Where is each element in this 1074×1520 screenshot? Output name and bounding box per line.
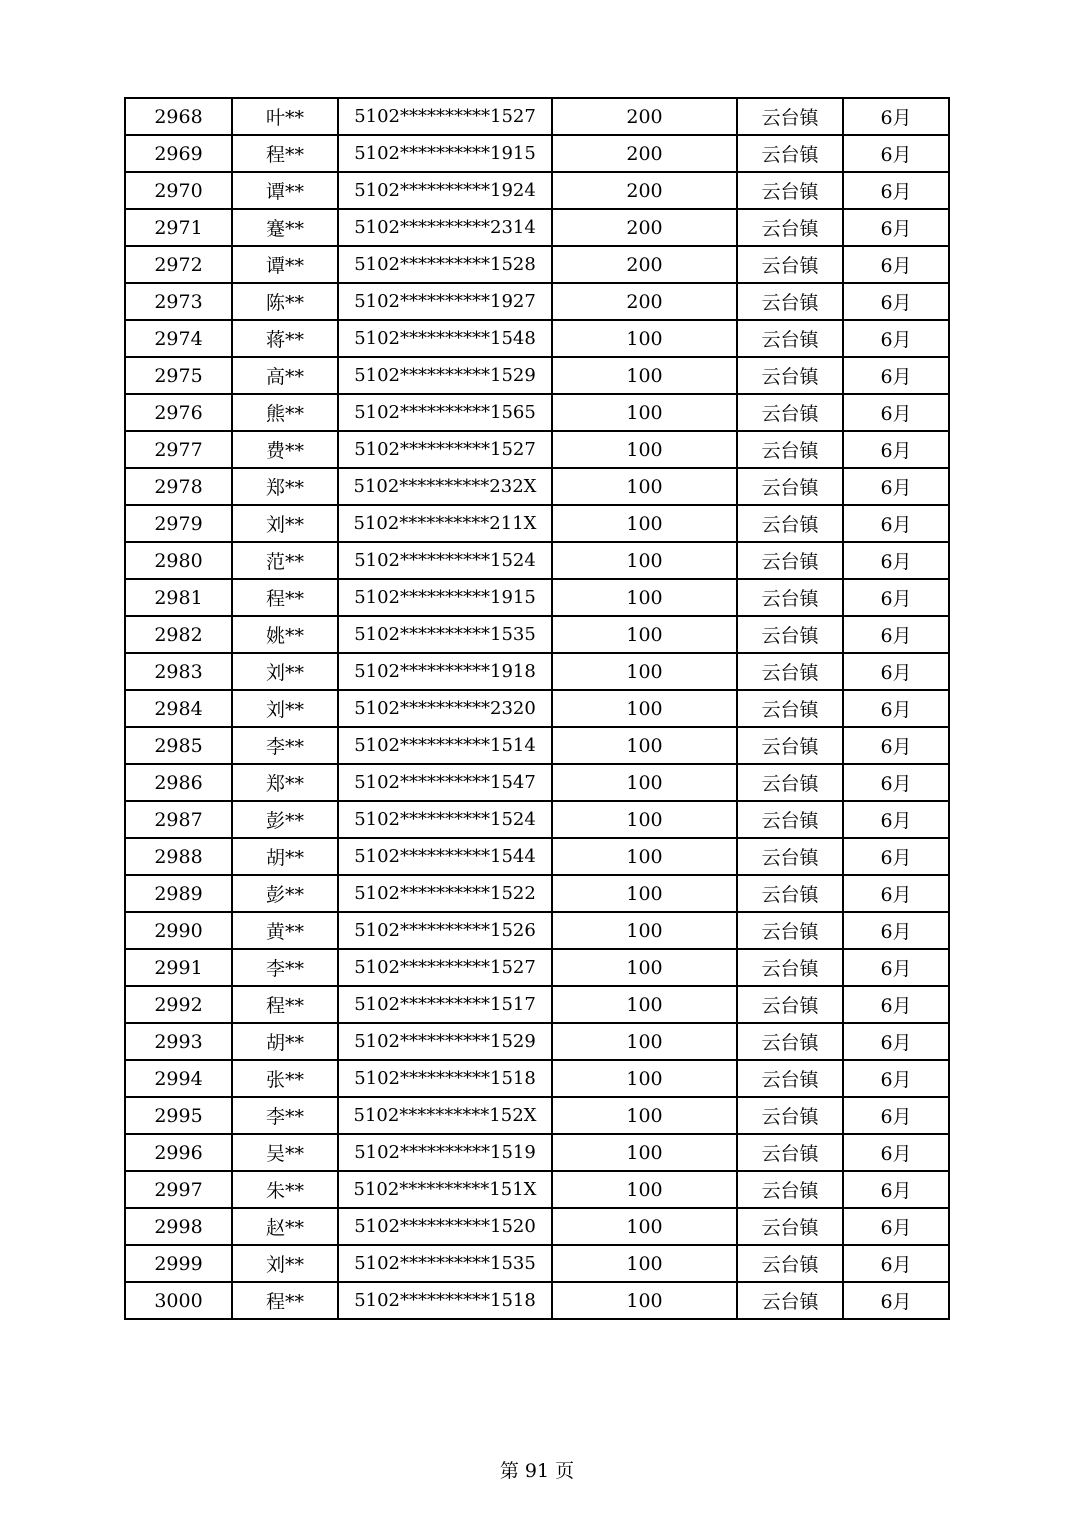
town-cell: 云台镇	[737, 1208, 843, 1245]
name-cell: 李**	[232, 949, 338, 986]
table-row	[125, 468, 949, 505]
town-cell: 云台镇	[737, 394, 843, 431]
id-number-cell: 5102**********1527	[338, 98, 552, 135]
name-cell: 蒋**	[232, 320, 338, 357]
serial-number-cell: 2977	[125, 431, 232, 468]
id-number-cell: 5102**********1528	[338, 246, 552, 283]
serial-number-cell: 2986	[125, 764, 232, 801]
name-cell: 程**	[232, 135, 338, 172]
name-cell: 费**	[232, 431, 338, 468]
month-cell: 6月	[843, 690, 949, 727]
table-row	[125, 98, 949, 135]
table-row	[125, 246, 949, 283]
amount-cell: 100	[552, 320, 737, 357]
serial-number-cell: 2985	[125, 727, 232, 764]
name-cell: 程**	[232, 579, 338, 616]
table-row	[125, 838, 949, 875]
name-cell: 彭**	[232, 875, 338, 912]
id-number-cell: 5102**********1529	[338, 357, 552, 394]
name-cell: 朱**	[232, 1171, 338, 1208]
name-cell: 陈**	[232, 283, 338, 320]
amount-cell: 100	[552, 653, 737, 690]
id-number-cell: 5102**********1524	[338, 801, 552, 838]
month-cell: 6月	[843, 838, 949, 875]
town-cell: 云台镇	[737, 1097, 843, 1134]
id-number-cell: 5102**********2314	[338, 209, 552, 246]
town-cell: 云台镇	[737, 209, 843, 246]
amount-cell: 200	[552, 246, 737, 283]
id-number-cell: 5102**********1915	[338, 579, 552, 616]
serial-number-cell: 2995	[125, 1097, 232, 1134]
id-number-cell: 5102**********1518	[338, 1060, 552, 1097]
name-cell: 张**	[232, 1060, 338, 1097]
amount-cell: 100	[552, 986, 737, 1023]
name-cell: 蹇**	[232, 209, 338, 246]
table-body	[125, 98, 949, 1319]
id-number-cell: 5102**********1519	[338, 1134, 552, 1171]
name-cell: 黄**	[232, 912, 338, 949]
month-cell: 6月	[843, 1282, 949, 1319]
month-cell: 6月	[843, 1208, 949, 1245]
id-number-cell: 5102**********1548	[338, 320, 552, 357]
amount-cell: 100	[552, 394, 737, 431]
town-cell: 云台镇	[737, 579, 843, 616]
table-row	[125, 1171, 949, 1208]
month-cell: 6月	[843, 579, 949, 616]
serial-number-cell: 2983	[125, 653, 232, 690]
town-cell: 云台镇	[737, 135, 843, 172]
id-number-cell: 5102**********1915	[338, 135, 552, 172]
id-number-cell: 5102**********1535	[338, 1245, 552, 1282]
name-cell: 姚**	[232, 616, 338, 653]
town-cell: 云台镇	[737, 1171, 843, 1208]
month-cell: 6月	[843, 1023, 949, 1060]
amount-cell: 100	[552, 579, 737, 616]
name-cell: 刘**	[232, 1245, 338, 1282]
month-cell: 6月	[843, 357, 949, 394]
town-cell: 云台镇	[737, 468, 843, 505]
table-row	[125, 394, 949, 431]
table-row	[125, 690, 949, 727]
id-number-cell: 5102**********1520	[338, 1208, 552, 1245]
table-row	[125, 727, 949, 764]
month-cell: 6月	[843, 505, 949, 542]
serial-number-cell: 2980	[125, 542, 232, 579]
amount-cell: 100	[552, 801, 737, 838]
table-row	[125, 875, 949, 912]
id-number-cell: 5102**********211X	[338, 505, 552, 542]
month-cell: 6月	[843, 764, 949, 801]
amount-cell: 200	[552, 283, 737, 320]
serial-number-cell: 2975	[125, 357, 232, 394]
serial-number-cell: 2992	[125, 986, 232, 1023]
month-cell: 6月	[843, 283, 949, 320]
town-cell: 云台镇	[737, 542, 843, 579]
town-cell: 云台镇	[737, 653, 843, 690]
id-number-cell: 5102**********1918	[338, 653, 552, 690]
amount-cell: 100	[552, 468, 737, 505]
amount-cell: 100	[552, 1208, 737, 1245]
amount-cell: 100	[552, 1171, 737, 1208]
amount-cell: 100	[552, 542, 737, 579]
page-number: 第 91 页	[499, 1460, 575, 1482]
amount-cell: 100	[552, 690, 737, 727]
table-row	[125, 505, 949, 542]
town-cell: 云台镇	[737, 1134, 843, 1171]
id-number-cell: 5102**********2320	[338, 690, 552, 727]
serial-number-cell: 2970	[125, 172, 232, 209]
serial-number-cell: 2972	[125, 246, 232, 283]
amount-cell: 100	[552, 912, 737, 949]
town-cell: 云台镇	[737, 949, 843, 986]
amount-cell: 100	[552, 1245, 737, 1282]
serial-number-cell: 2997	[125, 1171, 232, 1208]
serial-number-cell: 2991	[125, 949, 232, 986]
serial-number-cell: 2982	[125, 616, 232, 653]
month-cell: 6月	[843, 1171, 949, 1208]
id-number-cell: 5102**********151X	[338, 1171, 552, 1208]
table-row	[125, 1060, 949, 1097]
name-cell: 彭**	[232, 801, 338, 838]
id-number-cell: 5102**********1547	[338, 764, 552, 801]
table-row	[125, 579, 949, 616]
town-cell: 云台镇	[737, 98, 843, 135]
amount-cell: 100	[552, 875, 737, 912]
amount-cell: 100	[552, 764, 737, 801]
town-cell: 云台镇	[737, 764, 843, 801]
month-cell: 6月	[843, 801, 949, 838]
table-row	[125, 542, 949, 579]
month-cell: 6月	[843, 727, 949, 764]
month-cell: 6月	[843, 1245, 949, 1282]
table-row	[125, 949, 949, 986]
amount-cell: 100	[552, 1060, 737, 1097]
town-cell: 云台镇	[737, 172, 843, 209]
month-cell: 6月	[843, 135, 949, 172]
id-number-cell: 5102**********232X	[338, 468, 552, 505]
name-cell: 郑**	[232, 468, 338, 505]
town-cell: 云台镇	[737, 1060, 843, 1097]
serial-number-cell: 2984	[125, 690, 232, 727]
table-row	[125, 431, 949, 468]
amount-cell: 100	[552, 431, 737, 468]
serial-number-cell: 2993	[125, 1023, 232, 1060]
id-number-cell: 5102**********1524	[338, 542, 552, 579]
name-cell: 范**	[232, 542, 338, 579]
table-row	[125, 172, 949, 209]
name-cell: 吴**	[232, 1134, 338, 1171]
amount-cell: 100	[552, 505, 737, 542]
town-cell: 云台镇	[737, 875, 843, 912]
name-cell: 赵**	[232, 1208, 338, 1245]
month-cell: 6月	[843, 1060, 949, 1097]
serial-number-cell: 2973	[125, 283, 232, 320]
town-cell: 云台镇	[737, 616, 843, 653]
id-number-cell: 5102**********1526	[338, 912, 552, 949]
serial-number-cell: 2987	[125, 801, 232, 838]
table-row	[125, 653, 949, 690]
table-row	[125, 616, 949, 653]
table-row	[125, 283, 949, 320]
id-number-cell: 5102**********1535	[338, 616, 552, 653]
town-cell: 云台镇	[737, 431, 843, 468]
town-cell: 云台镇	[737, 801, 843, 838]
amount-cell: 100	[552, 1097, 737, 1134]
serial-number-cell: 2999	[125, 1245, 232, 1282]
table-row	[125, 764, 949, 801]
amount-cell: 200	[552, 135, 737, 172]
name-cell: 李**	[232, 727, 338, 764]
town-cell: 云台镇	[737, 505, 843, 542]
town-cell: 云台镇	[737, 838, 843, 875]
month-cell: 6月	[843, 246, 949, 283]
amount-cell: 200	[552, 172, 737, 209]
id-number-cell: 5102**********152X	[338, 1097, 552, 1134]
table-row	[125, 1023, 949, 1060]
serial-number-cell: 2989	[125, 875, 232, 912]
month-cell: 6月	[843, 320, 949, 357]
name-cell: 叶**	[232, 98, 338, 135]
name-cell: 刘**	[232, 653, 338, 690]
serial-number-cell: 2998	[125, 1208, 232, 1245]
serial-number-cell: 2996	[125, 1134, 232, 1171]
name-cell: 胡**	[232, 838, 338, 875]
amount-cell: 100	[552, 1023, 737, 1060]
serial-number-cell: 2979	[125, 505, 232, 542]
table-row	[125, 209, 949, 246]
month-cell: 6月	[843, 209, 949, 246]
amount-cell: 200	[552, 98, 737, 135]
town-cell: 云台镇	[737, 246, 843, 283]
name-cell: 程**	[232, 986, 338, 1023]
serial-number-cell: 2971	[125, 209, 232, 246]
id-number-cell: 5102**********1522	[338, 875, 552, 912]
table-row	[125, 357, 949, 394]
name-cell: 程**	[232, 1282, 338, 1319]
amount-cell: 100	[552, 727, 737, 764]
table-row	[125, 912, 949, 949]
name-cell: 刘**	[232, 690, 338, 727]
town-cell: 云台镇	[737, 1282, 843, 1319]
name-cell: 刘**	[232, 505, 338, 542]
serial-number-cell: 2988	[125, 838, 232, 875]
month-cell: 6月	[843, 394, 949, 431]
id-number-cell: 5102**********1527	[338, 431, 552, 468]
month-cell: 6月	[843, 875, 949, 912]
month-cell: 6月	[843, 98, 949, 135]
month-cell: 6月	[843, 949, 949, 986]
amount-cell: 100	[552, 616, 737, 653]
serial-number-cell: 3000	[125, 1282, 232, 1319]
month-cell: 6月	[843, 616, 949, 653]
town-cell: 云台镇	[737, 320, 843, 357]
id-number-cell: 5102**********1927	[338, 283, 552, 320]
serial-number-cell: 2974	[125, 320, 232, 357]
id-number-cell: 5102**********1514	[338, 727, 552, 764]
id-number-cell: 5102**********1517	[338, 986, 552, 1023]
name-cell: 熊**	[232, 394, 338, 431]
data-table	[124, 97, 950, 1320]
serial-number-cell: 2978	[125, 468, 232, 505]
name-cell: 谭**	[232, 246, 338, 283]
name-cell: 高**	[232, 357, 338, 394]
month-cell: 6月	[843, 1134, 949, 1171]
town-cell: 云台镇	[737, 690, 843, 727]
id-number-cell: 5102**********1529	[338, 1023, 552, 1060]
name-cell: 谭**	[232, 172, 338, 209]
serial-number-cell: 2976	[125, 394, 232, 431]
serial-number-cell: 2990	[125, 912, 232, 949]
month-cell: 6月	[843, 542, 949, 579]
id-number-cell: 5102**********1565	[338, 394, 552, 431]
town-cell: 云台镇	[737, 727, 843, 764]
town-cell: 云台镇	[737, 283, 843, 320]
table-row	[125, 1097, 949, 1134]
table-row	[125, 1245, 949, 1282]
amount-cell: 200	[552, 209, 737, 246]
name-cell: 郑**	[232, 764, 338, 801]
town-cell: 云台镇	[737, 986, 843, 1023]
serial-number-cell: 2969	[125, 135, 232, 172]
id-number-cell: 5102**********1544	[338, 838, 552, 875]
serial-number-cell: 2968	[125, 98, 232, 135]
table-row	[125, 801, 949, 838]
name-cell: 胡**	[232, 1023, 338, 1060]
amount-cell: 100	[552, 838, 737, 875]
month-cell: 6月	[843, 653, 949, 690]
town-cell: 云台镇	[737, 1023, 843, 1060]
table-row	[125, 986, 949, 1023]
month-cell: 6月	[843, 1097, 949, 1134]
id-number-cell: 5102**********1924	[338, 172, 552, 209]
id-number-cell: 5102**********1518	[338, 1282, 552, 1319]
table-row	[125, 135, 949, 172]
town-cell: 云台镇	[737, 912, 843, 949]
table-row	[125, 1134, 949, 1171]
amount-cell: 100	[552, 949, 737, 986]
name-cell: 李**	[232, 1097, 338, 1134]
month-cell: 6月	[843, 468, 949, 505]
town-cell: 云台镇	[737, 357, 843, 394]
table-row	[125, 320, 949, 357]
month-cell: 6月	[843, 986, 949, 1023]
amount-cell: 100	[552, 357, 737, 394]
table-row	[125, 1282, 949, 1319]
amount-cell: 100	[552, 1282, 737, 1319]
month-cell: 6月	[843, 431, 949, 468]
month-cell: 6月	[843, 912, 949, 949]
table-row	[125, 1208, 949, 1245]
serial-number-cell: 2994	[125, 1060, 232, 1097]
month-cell: 6月	[843, 172, 949, 209]
id-number-cell: 5102**********1527	[338, 949, 552, 986]
serial-number-cell: 2981	[125, 579, 232, 616]
amount-cell: 100	[552, 1134, 737, 1171]
town-cell: 云台镇	[737, 1245, 843, 1282]
